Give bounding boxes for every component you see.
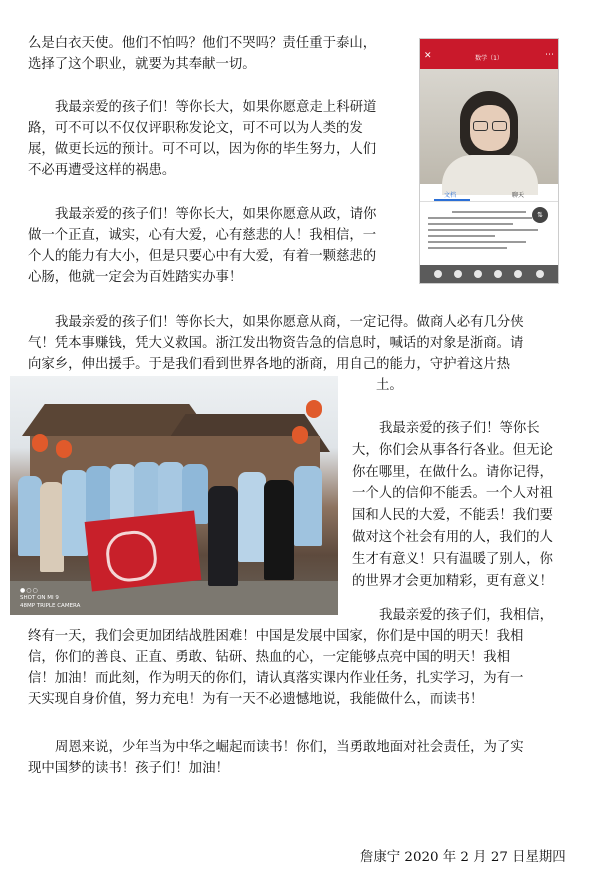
person — [18, 476, 42, 556]
phone-screenshot-image — [419, 38, 559, 284]
doc-line — [428, 217, 532, 219]
toolbar-icon — [536, 270, 544, 278]
text-line: 么是白衣天使。他们不怕吗？他们不哭吗？责任重于泰山， — [28, 36, 377, 51]
text-line: 生才有意义！只有温暖了别人，你 — [352, 551, 553, 567]
text-line: 做对这个社会有用的人，我们的人 — [352, 529, 553, 545]
phone-status-bar — [420, 39, 558, 47]
text-line: 向家乡，伸出援手。于是我们看到世界各地的浙商，用自己的能力，守护着这片热 — [28, 357, 511, 372]
person — [62, 470, 88, 556]
more-icon: ⋯ — [545, 50, 554, 60]
phone-app-bar — [420, 47, 558, 69]
tab-document: 文档 — [444, 192, 457, 199]
person — [40, 482, 64, 572]
toolbar-icon — [494, 270, 502, 278]
text-line: 展，做更长远的预计。可不可以，因为你的毕生努力，人们 — [28, 142, 377, 157]
paragraph-6 — [28, 605, 573, 710]
text-line: 现中国梦的读书！孩子们！加油！ — [28, 761, 229, 776]
glasses-left — [473, 121, 488, 131]
text-line: 一个人的信仰不能丢。一个人对祖 — [352, 486, 553, 502]
person — [134, 462, 160, 522]
text-line: 我最亲爱的孩子们，我相信， — [379, 608, 554, 623]
person — [208, 486, 238, 586]
lantern — [292, 426, 308, 444]
person — [264, 480, 294, 580]
camera-watermark: SHOT ON MI 9 — [20, 595, 59, 601]
tab-chat: 聊天 — [512, 192, 525, 199]
phone-tabs — [420, 187, 558, 202]
text-line: 不必再遭受这样的祸患。 — [28, 163, 176, 178]
toolbar-icon — [474, 270, 482, 278]
doc-line — [428, 229, 538, 231]
text-line: 信！加油！而此刻，作为明天的你们，请认真落实课内作业任务，扎实学习，为有一 — [28, 671, 524, 686]
text-line: 你在哪里，在做什么。请你记得， — [352, 464, 553, 480]
person — [238, 472, 266, 562]
camera-watermark: 48MP TRIPLE CAMERA — [20, 603, 81, 609]
lantern — [306, 400, 322, 418]
doc-line — [428, 223, 513, 225]
text-line: 我最亲爱的孩子们！等你长大，如果你愿意从政，请你 — [55, 207, 377, 222]
toolbar-icon — [434, 270, 442, 278]
paragraph-5 — [352, 418, 577, 592]
text-line: 终有一天，我们会更加团结战胜困难！中国是发展中国家，你们是中国的明天！我相 — [28, 629, 524, 644]
text-line: 选择了这个职业，就要为其奉献一切。 — [28, 57, 256, 72]
text-line: 心肠，他就一定会为百姓踏实办事！ — [28, 270, 243, 285]
lantern — [32, 434, 48, 452]
glasses-right — [492, 121, 507, 131]
flag-emblem — [104, 529, 159, 584]
page-toggle-icon: ⇅ — [532, 207, 548, 223]
text-line: 信，你们的善良、正直、勇敢、钻研、热血的心，一定能够点亮中国的明天！我相 — [28, 650, 511, 665]
text-line: 我最亲爱的孩子们！等你长大，如果你愿意从商，一定记得。做商人必有几分侠 — [55, 315, 524, 330]
tab-underline — [434, 199, 470, 201]
photo-dots: ●○○ — [20, 587, 39, 594]
text-line: 天实现自身价值，努力充电！为有一天不必遗憾地说，我能做什么，而读书！ — [28, 692, 484, 707]
signature-date: 詹康宁 2020 年 2 月 27 日星期四 — [360, 850, 566, 865]
toolbar-icon — [514, 270, 522, 278]
text-line: 周恩来说，少年当为中华之崛起而读书！你们，当勇敢地面对社会责任，为了实 — [55, 740, 524, 755]
doc-line — [452, 211, 525, 213]
paragraph-1 — [28, 33, 418, 75]
video-feed — [420, 69, 558, 184]
text-line: 我最亲爱的孩子们！等你长大，如果你愿意走上科研道 — [55, 100, 377, 115]
text-line: 我最亲爱的孩子们！等你长 — [379, 421, 540, 436]
text-line: 个人的能力有大小，但是只要心中有大爱，有着一颗慈悲的 — [28, 249, 377, 264]
person — [86, 466, 112, 526]
paragraph-3 — [28, 204, 418, 288]
phone-bottom-bar — [420, 265, 558, 283]
doc-line — [428, 235, 495, 237]
toolbar-icon — [454, 270, 462, 278]
text-line: 土。 — [376, 378, 403, 393]
text-line: 国和人民的大爱，不能丢！我们要 — [352, 508, 553, 524]
close-icon: ✕ — [424, 51, 432, 61]
team-flag — [85, 510, 202, 591]
text-line: 大，你们会从事各行各业。但无论 — [352, 442, 553, 458]
phone-app-title: 数学（1） — [475, 55, 503, 62]
text-line: 气！凭本事赚钱，凭大义救国。浙江发出物资告急的信息时，喊话的对象是浙商。请 — [28, 336, 524, 351]
paragraph-2 — [28, 97, 418, 181]
text-line: 路，可不可以不仅仅评职称发论文，可不可以为人类的发 — [28, 121, 363, 136]
text-line: 做一个正直，诚实，心有大爱，心有慈悲的人！我相信，一 — [28, 228, 377, 243]
paragraph-7 — [28, 737, 573, 779]
doc-line — [428, 247, 507, 249]
doc-line — [428, 241, 526, 243]
person — [294, 466, 322, 546]
group-photo — [10, 376, 338, 615]
text-line: 的世界才会更加精彩，更有意义！ — [352, 573, 553, 589]
person — [110, 464, 136, 524]
